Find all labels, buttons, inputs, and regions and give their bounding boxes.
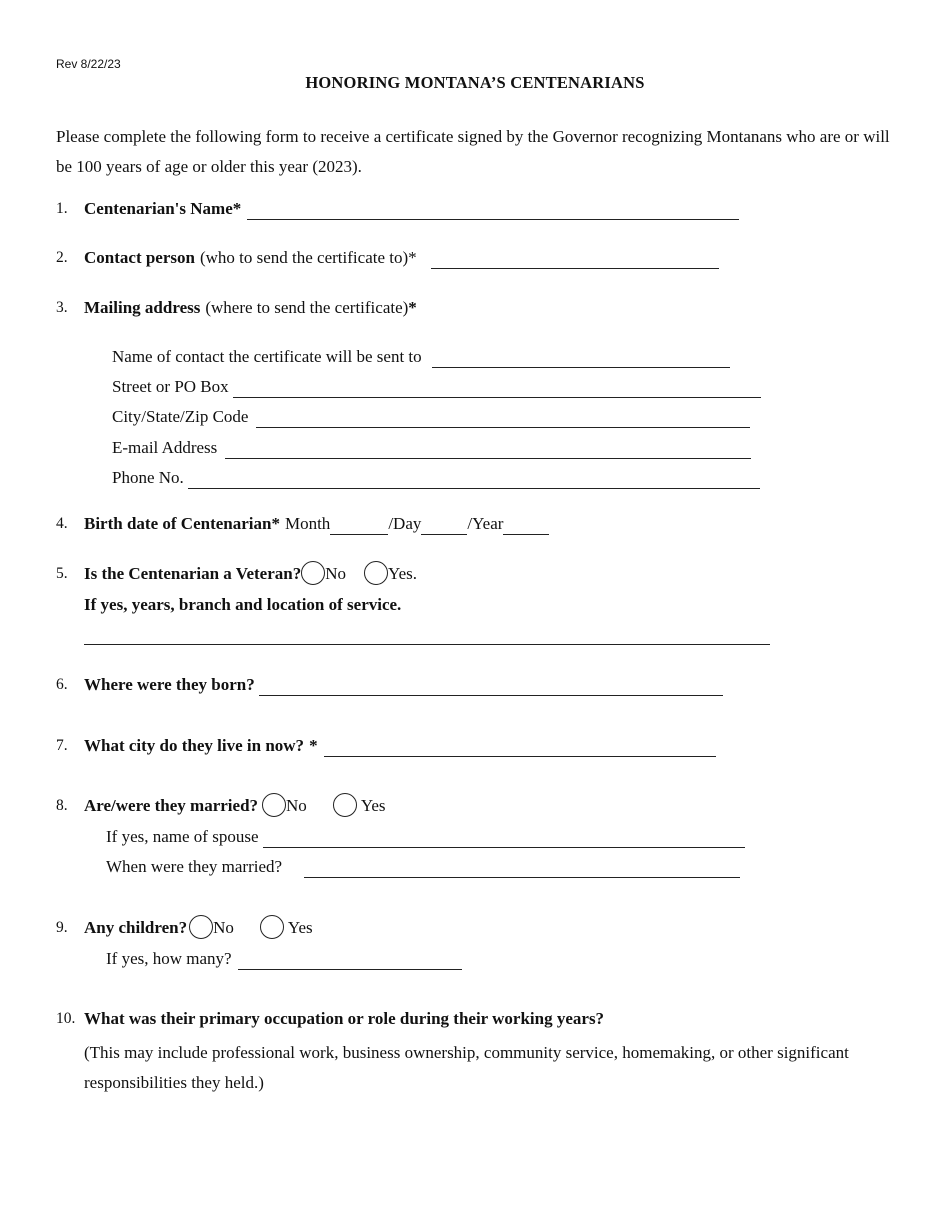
- children-count-label: If yes, how many?: [106, 949, 232, 968]
- q7-number: 7.: [56, 737, 68, 754]
- children-no-label: No: [213, 918, 234, 937]
- q5-followup-row: [84, 594, 401, 616]
- contact-name-field[interactable]: [432, 350, 730, 368]
- spouse-label: If yes, name of spouse: [106, 827, 259, 846]
- service-line-row: [84, 623, 770, 645]
- birth-year-field[interactable]: [503, 517, 549, 535]
- q5-number: 5.: [56, 565, 68, 582]
- intro-paragraph: Please complete the following form to receive a certificate signed by the Governor recognizing Montanans who are or will be 100 years of age or older this year (2023).: [56, 127, 890, 176]
- children-no-radio[interactable]: [189, 915, 213, 939]
- email-row: [112, 437, 751, 459]
- children-yes-radio[interactable]: [260, 915, 284, 939]
- q10-number: 10.: [56, 1010, 76, 1027]
- q3-required-star: *: [408, 298, 417, 317]
- veteran-service-field[interactable]: [84, 627, 770, 645]
- q1-label: Centenarian's Name*: [84, 199, 242, 218]
- street-row: [112, 376, 761, 398]
- street-field[interactable]: [233, 380, 761, 398]
- married-yes-radio[interactable]: [333, 793, 357, 817]
- q6-row: [84, 674, 723, 696]
- q2-hint: (who to send the certificate to)*: [199, 248, 417, 267]
- email-label: E-mail Address: [112, 438, 218, 457]
- q9-label: Any children?: [84, 918, 188, 937]
- street-label: Street or PO Box: [112, 377, 229, 396]
- married-when-label: When were they married?: [106, 857, 283, 876]
- q2-number: 2.: [56, 249, 68, 266]
- marriage-date-field[interactable]: [304, 860, 740, 878]
- day-label: /Day: [388, 514, 422, 533]
- q2-label: Contact person: [84, 248, 195, 267]
- spouse-row: [106, 826, 745, 848]
- q6-number: 6.: [56, 676, 68, 693]
- birth-month-field[interactable]: [330, 517, 388, 535]
- q4-number: 4.: [56, 515, 68, 532]
- q4-required-star: *: [271, 514, 280, 533]
- contact-person-field[interactable]: [431, 251, 719, 269]
- q3-number: 3.: [56, 299, 68, 316]
- married-when-row: [106, 856, 740, 878]
- contact-name-row: [112, 346, 730, 368]
- q3-hint: (where to send the certificate): [205, 298, 409, 317]
- centenarian-name-field[interactable]: [247, 202, 739, 220]
- q6-label: Where were they born?: [84, 675, 255, 694]
- q7-label: What city do they live in now?: [84, 736, 305, 755]
- q8-label: Are/were they married?: [84, 796, 259, 815]
- contact-name-label: Name of contact the certificate will be sent to: [112, 347, 422, 366]
- city-row: [112, 406, 750, 428]
- q8-row: [84, 795, 386, 817]
- q1-row: [84, 198, 739, 220]
- veteran-yes-radio[interactable]: [364, 561, 388, 585]
- q7-required-star: *: [309, 736, 318, 755]
- q5-followup-label: If yes, years, branch and location of service.: [84, 595, 402, 614]
- form-title: HONORING MONTANA’S CENTENARIANS: [305, 73, 645, 92]
- veteran-no-radio[interactable]: [301, 561, 325, 585]
- q3-row: [84, 297, 417, 319]
- month-label: Month: [284, 514, 331, 533]
- children-yes-label: Yes: [287, 918, 313, 937]
- phone-row: [112, 467, 760, 489]
- married-no-radio[interactable]: [262, 793, 286, 817]
- q2-row: [84, 247, 719, 269]
- q4-row: [84, 513, 549, 535]
- q5-label: Is the Centenarian a Veteran?: [84, 564, 302, 583]
- q9-row: [84, 917, 313, 939]
- email-field[interactable]: [225, 441, 751, 459]
- city-state-zip-field[interactable]: [256, 410, 750, 428]
- city-label: City/State/Zip Code: [112, 407, 249, 426]
- birth-day-field[interactable]: [421, 517, 467, 535]
- phone-label: Phone No.: [112, 468, 184, 487]
- q5-row: [84, 563, 417, 585]
- veteran-no-label: No: [325, 564, 346, 583]
- q3-label: Mailing address: [84, 298, 201, 317]
- birthplace-field[interactable]: [259, 678, 723, 696]
- spouse-name-field[interactable]: [263, 830, 745, 848]
- q10-row: [84, 1008, 604, 1030]
- q4-label: Birth date of Centenarian: [84, 514, 272, 533]
- married-no-label: No: [286, 796, 307, 815]
- q1-number: 1.: [56, 200, 68, 217]
- q7-row: [84, 735, 716, 757]
- q8-number: 8.: [56, 797, 68, 814]
- children-count-row: [106, 948, 462, 970]
- veteran-yes-label: Yes.: [388, 564, 417, 583]
- children-count-field[interactable]: [238, 952, 462, 970]
- revision-date: Rev 8/22/23: [56, 57, 121, 71]
- phone-field[interactable]: [188, 471, 760, 489]
- married-yes-label: Yes: [360, 796, 386, 815]
- current-city-field[interactable]: [324, 739, 716, 757]
- q10-label: What was their primary occupation or role during their working years?: [84, 1009, 605, 1028]
- q10-note: (This may include professional work, business ownership, community service, homemaking, or other significant responsibilities they held.): [84, 1043, 849, 1092]
- year-label: /Year: [467, 514, 504, 533]
- q9-number: 9.: [56, 919, 68, 936]
